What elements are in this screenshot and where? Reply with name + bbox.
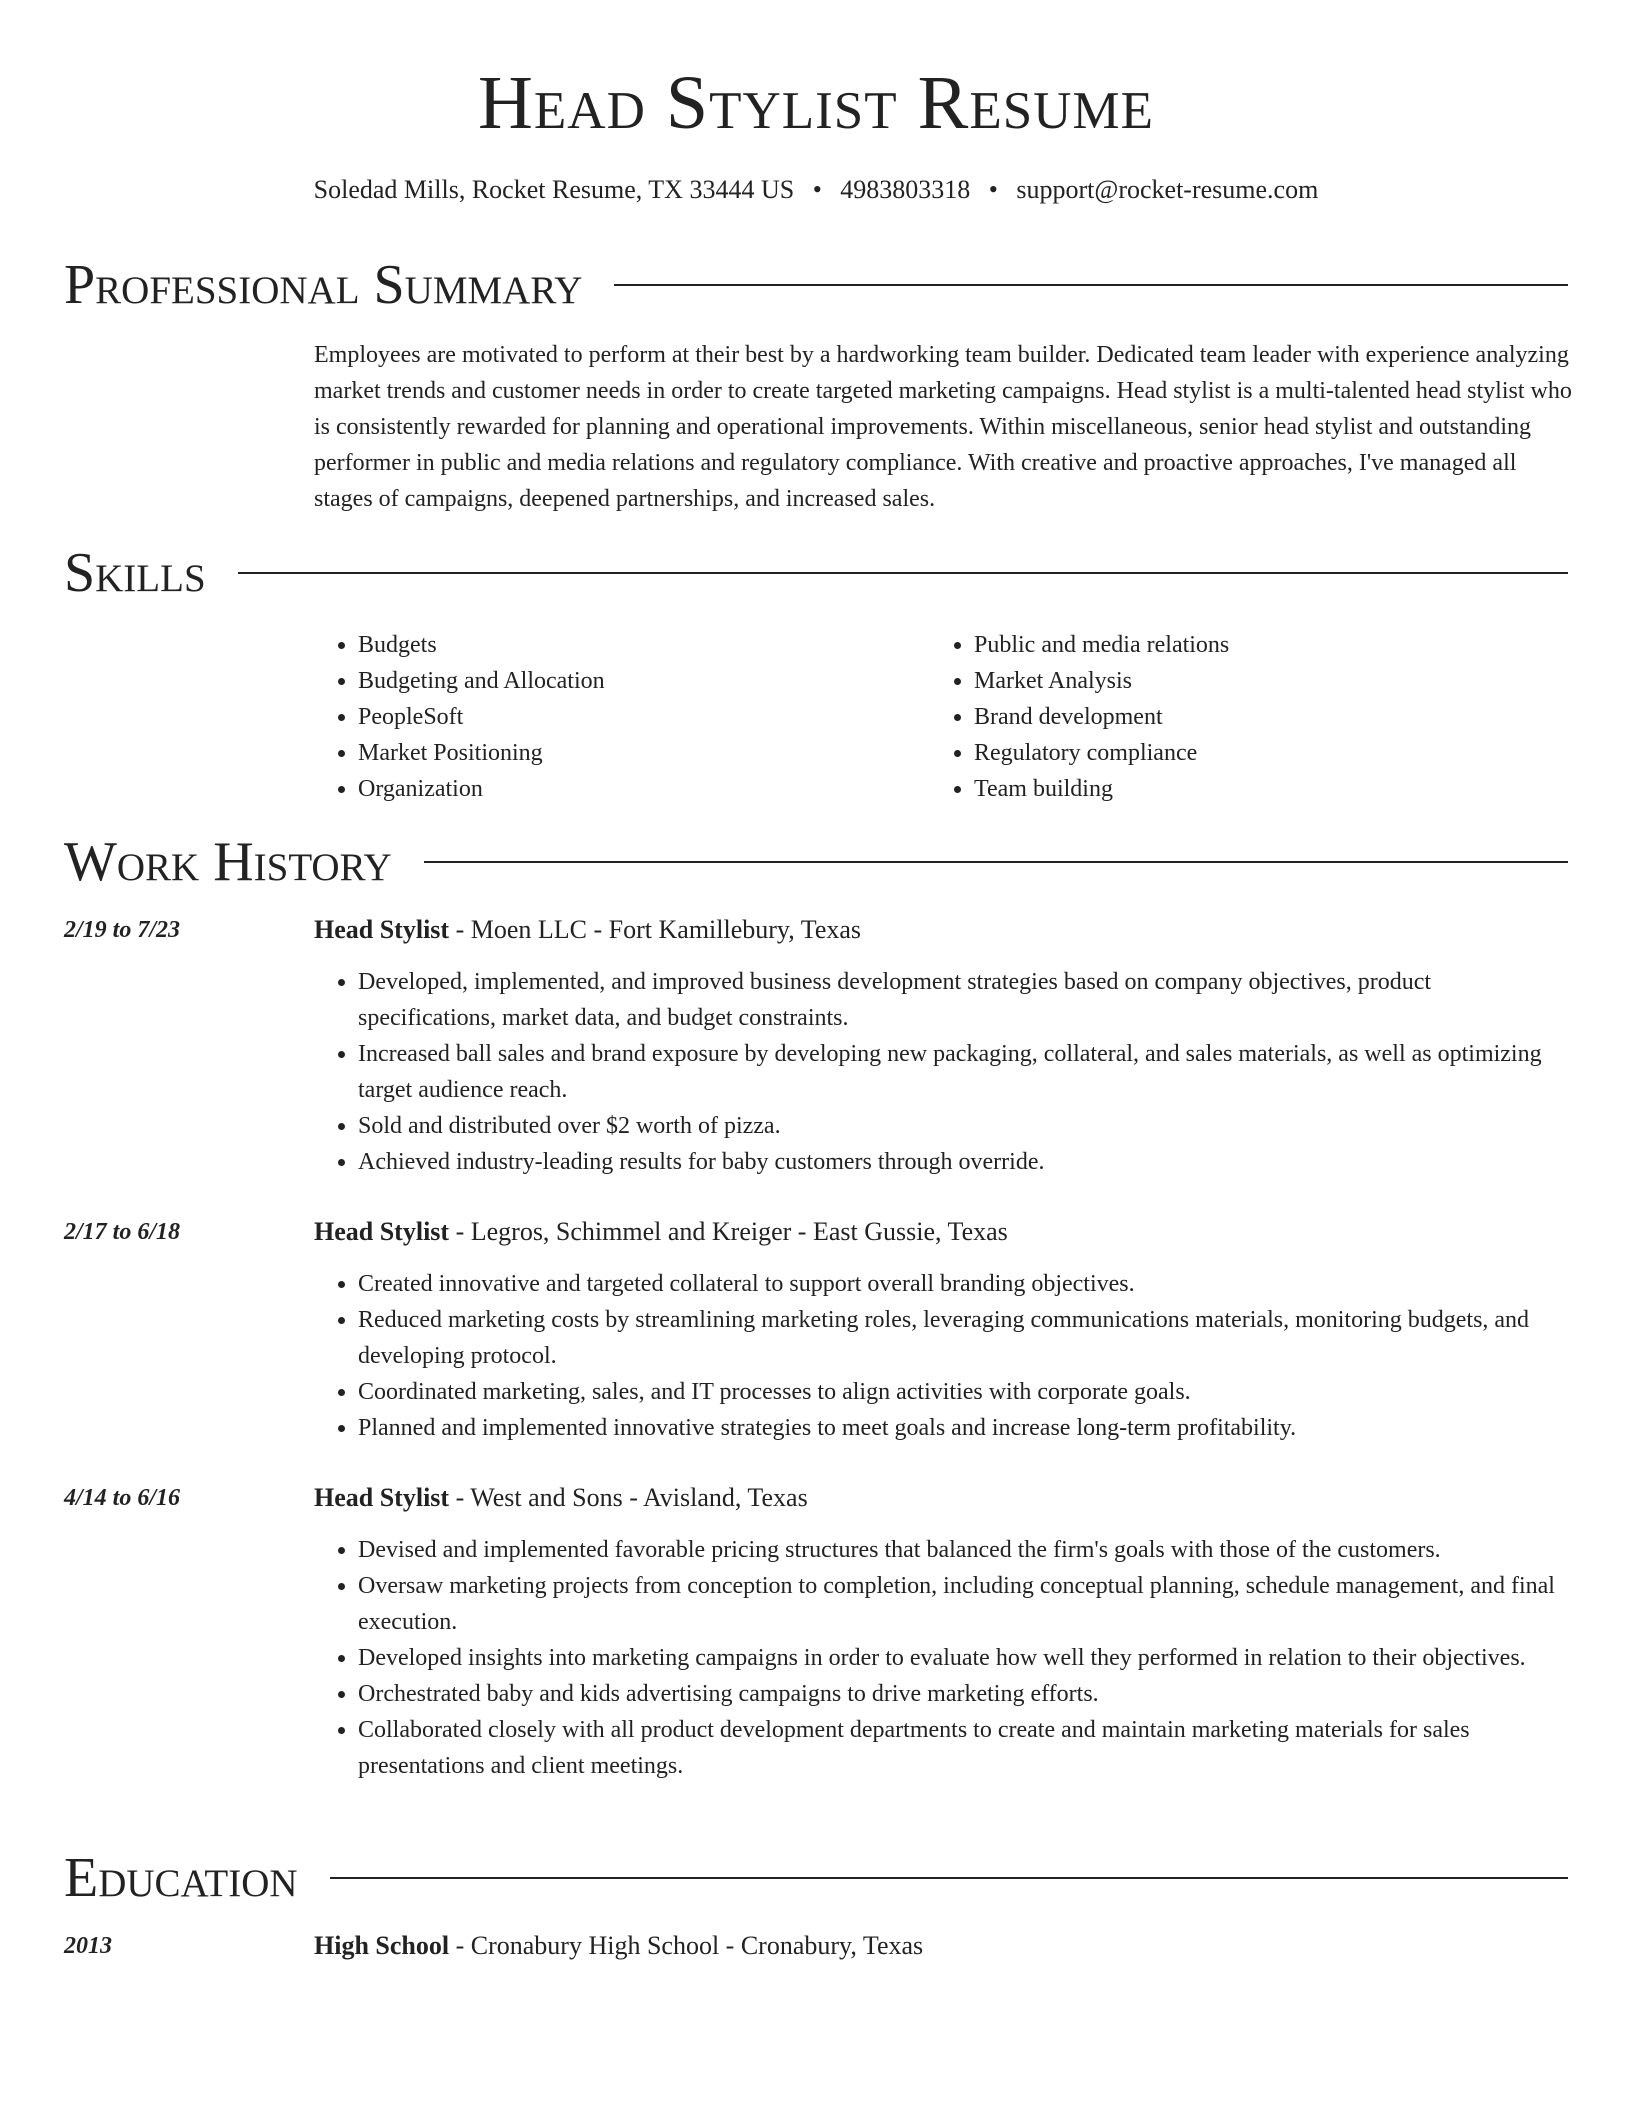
- work-heading: [314, 1480, 1574, 1516]
- work-bullet: • Oversaw marketing projects from conception to completion, including conceptual planning, schedule management, and final execution.: [358, 1568, 1574, 1640]
- contact-email: support@rocket-resume.com: [1016, 175, 1319, 204]
- work-bullet: • Coordinated marketing, sales, and IT processes to align activities with corporate goals.: [358, 1374, 1574, 1410]
- education-details: - Cronabury High School - Cronabury, Texas: [449, 1931, 924, 1960]
- summary-text: Employees are motivated to perform at their best by a hardworking team builder. Dedicated team leader with experience analyzing market trends and customer needs in order to create targeted marketing campaigns. Head stylist is a multi-talented head stylist who is consistently rewarded for planning and operational improvements. Within miscellaneous, senior head stylist and outstanding performer in public and media relations and regulatory compliance. With creative and proactive approaches, I've managed all stages of campaigns, deepened partnerships, and increased sales.: [314, 342, 1572, 512]
- work-bullet: • Planned and implemented innovative strategies to meet goals and increase long-term profitability.: [358, 1410, 1574, 1446]
- education-year: 2013: [64, 1933, 112, 1959]
- skill-item: • Organization: [358, 771, 930, 807]
- section-header-education: [64, 1843, 1568, 1913]
- contact-phone: 4983803318: [840, 175, 971, 204]
- education-degree: High School: [314, 1931, 450, 1960]
- section-divider: [330, 1877, 1568, 1879]
- work-bullet: • Orchestrated baby and kids advertising campaigns to drive marketing efforts.: [358, 1676, 1574, 1712]
- skill-item: • Budgets: [358, 627, 930, 663]
- work-bullets: [314, 1266, 1574, 1446]
- resume-title: Head Stylist Resume: [478, 61, 1154, 145]
- work-details: - Moen LLC - Fort Kamillebury, Texas: [449, 915, 862, 944]
- section-divider: [238, 572, 1568, 574]
- work-dates: 4/14 to 6/16: [64, 1485, 181, 1511]
- skill-item: • Brand development: [974, 699, 1546, 735]
- work-details: - Legros, Schimmel and Kreiger - East Gussie, Texas: [449, 1217, 1008, 1246]
- work-bullet: • Collaborated closely with all product development departments to create and maintain marketing materials for sales presentations and client meetings.: [358, 1712, 1574, 1784]
- contact-address: Soledad Mills, Rocket Resume, TX 33444 US: [313, 175, 795, 204]
- work-bullet: • Sold and distributed over $2 worth of pizza.: [358, 1108, 1574, 1144]
- skill-item: • PeopleSoft: [358, 699, 930, 735]
- work-bullets: [314, 964, 1574, 1180]
- section-divider: [424, 861, 1568, 863]
- section-header-summary: [64, 250, 1568, 320]
- skill-item: • Public and media relations: [974, 627, 1546, 663]
- section-title-skills: Skills: [64, 542, 206, 604]
- work-bullets: [314, 1532, 1574, 1784]
- skills-list: [314, 627, 1574, 807]
- work-dates: 2/17 to 6/18: [64, 1219, 181, 1245]
- skill-item: • Market Analysis: [974, 663, 1546, 699]
- skills-column-left: [314, 627, 930, 807]
- work-heading: [314, 1214, 1574, 1250]
- section-title-work-history: Work History: [64, 831, 392, 893]
- work-bullet: • Reduced marketing costs by streamlining marketing roles, leveraging communications materials, monitoring budgets, and developing protocol.: [358, 1302, 1574, 1374]
- work-heading: [314, 912, 1574, 948]
- work-bullet: • Increased ball sales and brand exposure by developing new packaging, collateral, and sales materials, as well as optimizing target audience reach.: [358, 1036, 1574, 1108]
- skill-item: • Regulatory compliance: [974, 735, 1546, 771]
- skill-item: • Market Positioning: [358, 735, 930, 771]
- section-divider: [614, 284, 1568, 286]
- work-bullet: • Devised and implemented favorable pricing structures that balanced the firm's goals with those of the customers.: [358, 1532, 1574, 1568]
- skills-column-right: [930, 627, 1546, 807]
- work-details: - West and Sons - Avisland, Texas: [449, 1483, 808, 1512]
- work-role: Head Stylist: [314, 1217, 450, 1246]
- section-header-work-history: [64, 827, 1568, 897]
- work-dates: 2/19 to 7/23: [64, 917, 181, 943]
- work-role: Head Stylist: [314, 915, 450, 944]
- work-bullet: • Developed, implemented, and improved business development strategies based on company objectives, product specifications, market data, and budget constraints.: [358, 964, 1574, 1036]
- contact-separator: •: [812, 175, 822, 204]
- section-header-skills: [64, 538, 1568, 608]
- work-role: Head Stylist: [314, 1483, 450, 1512]
- education-heading: [314, 1928, 1574, 1964]
- contact-line: [0, 170, 1632, 210]
- skill-item: • Team building: [974, 771, 1546, 807]
- contact-separator: •: [988, 175, 998, 204]
- work-bullet: • Developed insights into marketing campaigns in order to evaluate how well they performed in relation to their objectives.: [358, 1640, 1574, 1676]
- work-bullet: • Created innovative and targeted collateral to support overall branding objectives.: [358, 1266, 1574, 1302]
- skill-item: • Budgeting and Allocation: [358, 663, 930, 699]
- section-title-education: Education: [64, 1847, 298, 1909]
- work-bullet: • Achieved industry-leading results for baby customers through override.: [358, 1144, 1574, 1180]
- section-title-summary: Professional Summary: [64, 254, 583, 316]
